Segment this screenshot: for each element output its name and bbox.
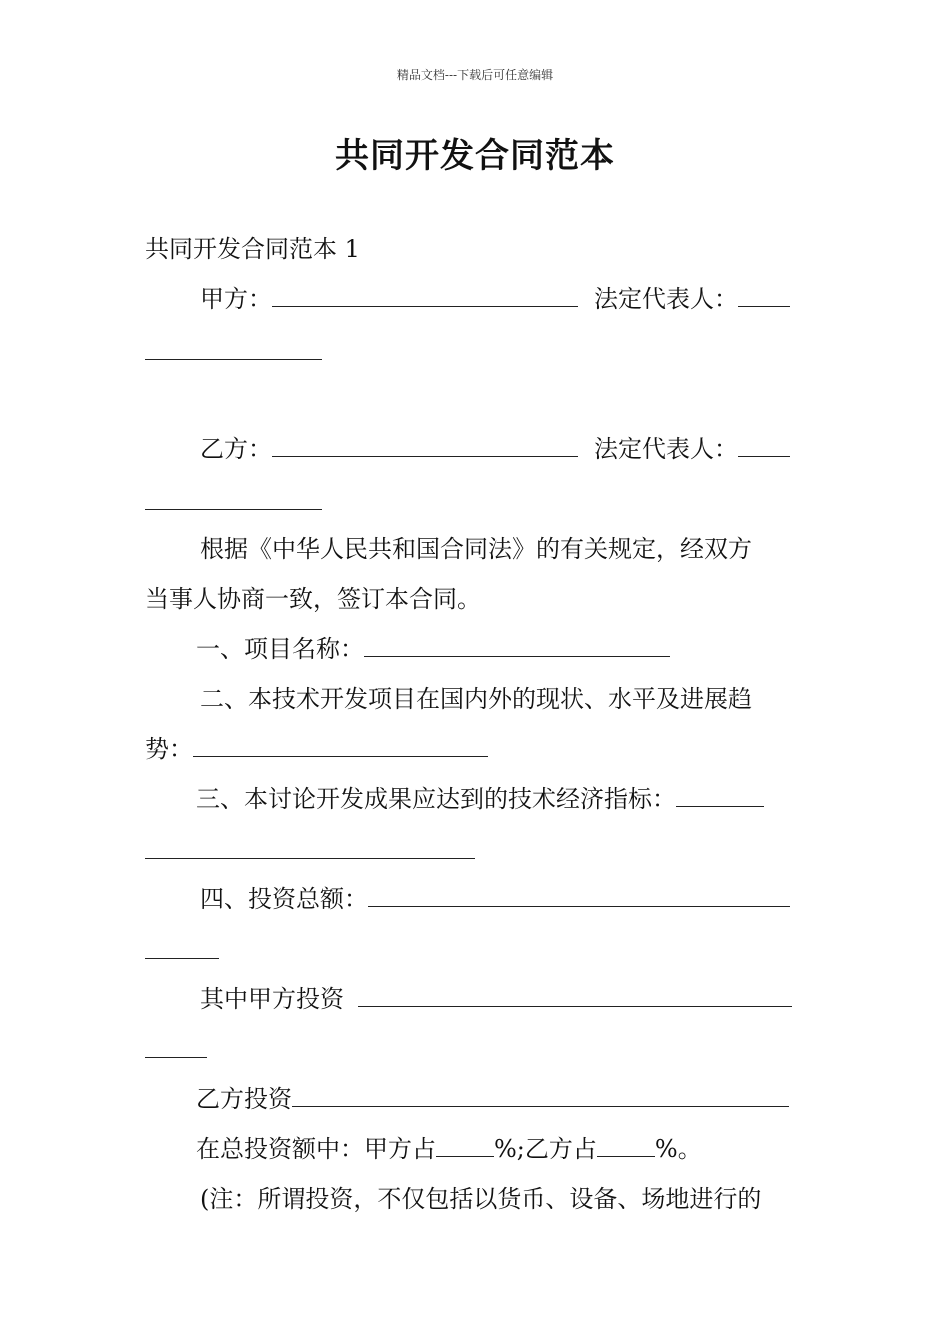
share-line	[196, 1134, 702, 1164]
invest-a-blank-cont[interactable]	[145, 1057, 207, 1058]
party-b-rep-blank[interactable]	[738, 434, 790, 457]
invest-b-line	[196, 1084, 789, 1114]
party-a-label: 甲方：	[200, 285, 272, 313]
contract-subtitle: 共同开发合同范本 1	[145, 235, 360, 263]
invest-b-label: 乙方投资	[196, 1085, 292, 1113]
share-prefix: 在总投资额中：甲方占	[196, 1135, 436, 1163]
invest-b-blank[interactable]	[292, 1084, 789, 1107]
share-suffix: %。	[654, 1135, 702, 1163]
invest-a-label: 其中甲方投资	[200, 985, 344, 1013]
party-b-label: 乙方：	[200, 435, 272, 463]
item-4-blank-cont[interactable]	[145, 958, 219, 959]
intro-line-2: 当事人协商一致，签订本合同。	[145, 585, 481, 613]
item-1-line	[196, 634, 670, 664]
item-3-blank[interactable]	[676, 784, 764, 807]
item-3-label: 三、本讨论开发成果应达到的技术经济指标：	[196, 785, 676, 813]
item-4-blank[interactable]	[368, 884, 790, 907]
item-2-line-2	[145, 734, 488, 764]
party-a-rep-label: 法定代表人：	[594, 285, 738, 313]
item-3-blank-cont[interactable]	[145, 858, 475, 859]
share-mid: %;乙方占	[494, 1135, 597, 1163]
party-b-rep-label: 法定代表人：	[594, 435, 738, 463]
item-4-line	[200, 884, 790, 914]
party-b-line	[200, 434, 790, 464]
item-2-line-1: 二、本技术开发项目在国内外的现状、水平及进展趋	[200, 685, 752, 713]
item-1-blank[interactable]	[364, 634, 670, 657]
party-a-rep-blank-cont[interactable]	[145, 359, 322, 360]
item-3-line	[196, 784, 764, 814]
invest-a-line	[200, 984, 792, 1014]
item-1-label: 一、项目名称：	[196, 635, 364, 663]
page-header: 精品文档---下载后可任意编辑	[396, 68, 554, 82]
document-title: 共同开发合同范本	[335, 136, 615, 176]
item-4-label: 四、投资总额：	[200, 885, 368, 913]
share-b-blank[interactable]	[597, 1134, 655, 1157]
note-line: (注：所谓投资，不仅包括以货币、设备、场地进行的	[200, 1185, 762, 1213]
party-b-blank[interactable]	[272, 434, 578, 457]
invest-a-blank[interactable]	[358, 984, 792, 1007]
share-a-blank[interactable]	[436, 1134, 494, 1157]
party-a-rep-blank[interactable]	[738, 284, 790, 307]
intro-line-1: 根据《中华人民共和国合同法》的有关规定，经双方	[200, 535, 752, 563]
item-2-label: 势：	[145, 735, 193, 763]
item-2-blank[interactable]	[193, 734, 488, 757]
party-a-blank[interactable]	[272, 284, 578, 307]
party-a-line	[200, 284, 790, 314]
party-b-rep-blank-cont[interactable]	[145, 509, 322, 510]
